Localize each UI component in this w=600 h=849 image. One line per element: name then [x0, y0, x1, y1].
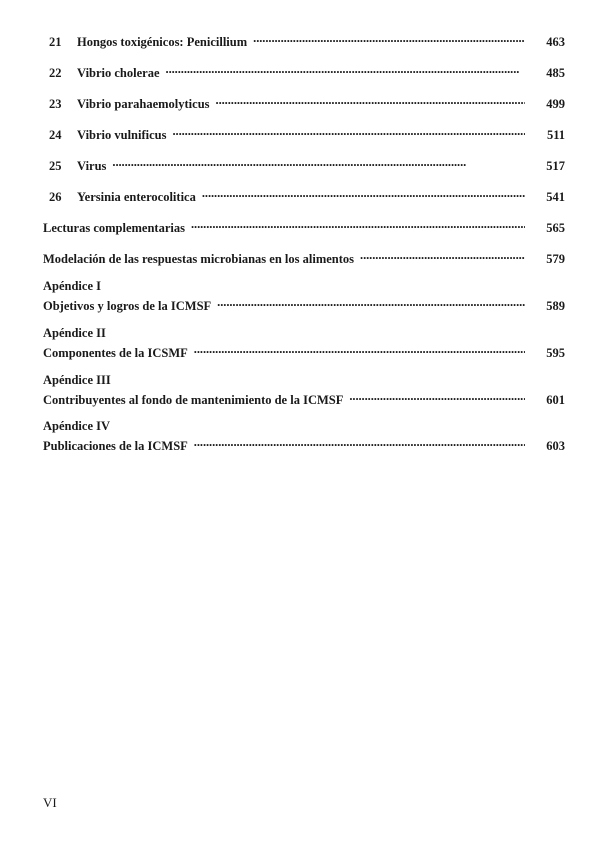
dot-leader: [253, 30, 525, 46]
page-number: 595: [546, 346, 565, 360]
chapter-title: Vibrio parahaemolyticus: [77, 97, 210, 111]
toc-entry-appendix-3: [43, 388, 565, 407]
page-number: 485: [546, 66, 565, 80]
dot-leader: [172, 123, 525, 139]
toc-entry-lecturas: [43, 216, 565, 235]
page-folio: VI: [43, 795, 57, 810]
page-number: 565: [546, 221, 565, 235]
toc-entry-chapter-23: [49, 92, 565, 111]
dot-leader: [112, 154, 525, 170]
toc-entry-chapter-25: [49, 154, 565, 173]
chapter-number: 23: [49, 97, 62, 111]
toc-entry-appendix-1: [43, 294, 565, 313]
dot-leader: [194, 434, 525, 450]
appendix-title: Objetivos y logros de la ICMSF: [43, 299, 212, 313]
appendix-heading: Apéndice II: [43, 326, 106, 340]
chapter-number: 24: [49, 128, 62, 142]
dot-leader: [202, 185, 525, 201]
section-title: Modelación de las respuestas microbianas en los alimentos: [43, 252, 355, 266]
chapter-number: 26: [49, 190, 62, 204]
chapter-number: 22: [49, 66, 62, 80]
page-number: 511: [546, 128, 565, 142]
appendix-heading: Apéndice IV: [43, 419, 111, 433]
page-number: 603: [546, 439, 565, 453]
page-number: 517: [546, 159, 565, 173]
page-number: 579: [546, 252, 565, 266]
chapter-title: Virus: [77, 159, 107, 173]
chapter-title: Hongos toxigénicos: Penicillium: [77, 35, 248, 49]
page-number: 541: [546, 190, 565, 204]
page-number: 601: [546, 393, 565, 407]
dot-leader: [360, 247, 525, 263]
toc-entry-chapter-22: [49, 61, 565, 80]
chapter-title: Yersinia enterocolitica: [77, 190, 196, 204]
dot-leader: [216, 92, 525, 108]
toc-entry-modelacion: [43, 247, 565, 266]
dot-leader: [191, 216, 525, 232]
toc-entry-chapter-21: [49, 30, 565, 49]
page-number: 589: [546, 299, 565, 313]
appendix-heading: Apéndice III: [43, 373, 111, 387]
dot-leader: [194, 341, 525, 357]
page-number: 499: [546, 97, 565, 111]
toc-entry-chapter-24: [49, 123, 565, 142]
chapter-title: Vibrio vulnificus: [77, 128, 167, 142]
chapter-number: 21: [49, 35, 62, 49]
toc-entry-appendix-2: [43, 341, 565, 360]
chapter-title: Vibrio cholerae: [77, 66, 160, 80]
toc-entry-appendix-4: [43, 434, 565, 453]
chapter-number: 25: [49, 159, 62, 173]
toc-entry-chapter-26: [49, 185, 565, 204]
page-number: 463: [546, 35, 565, 49]
appendix-title: Publicaciones de la ICMSF: [43, 439, 188, 453]
dot-leader: [217, 294, 525, 310]
appendix-heading: Apéndice I: [43, 279, 101, 293]
dot-leader: [166, 61, 525, 77]
appendix-title: Componentes de la ICSMF: [43, 346, 188, 360]
dot-leader: [349, 388, 525, 404]
appendix-title: Contribuyentes al fondo de mantenimiento de la ICMSF: [43, 393, 344, 407]
section-title: Lecturas complementarias: [43, 221, 185, 235]
